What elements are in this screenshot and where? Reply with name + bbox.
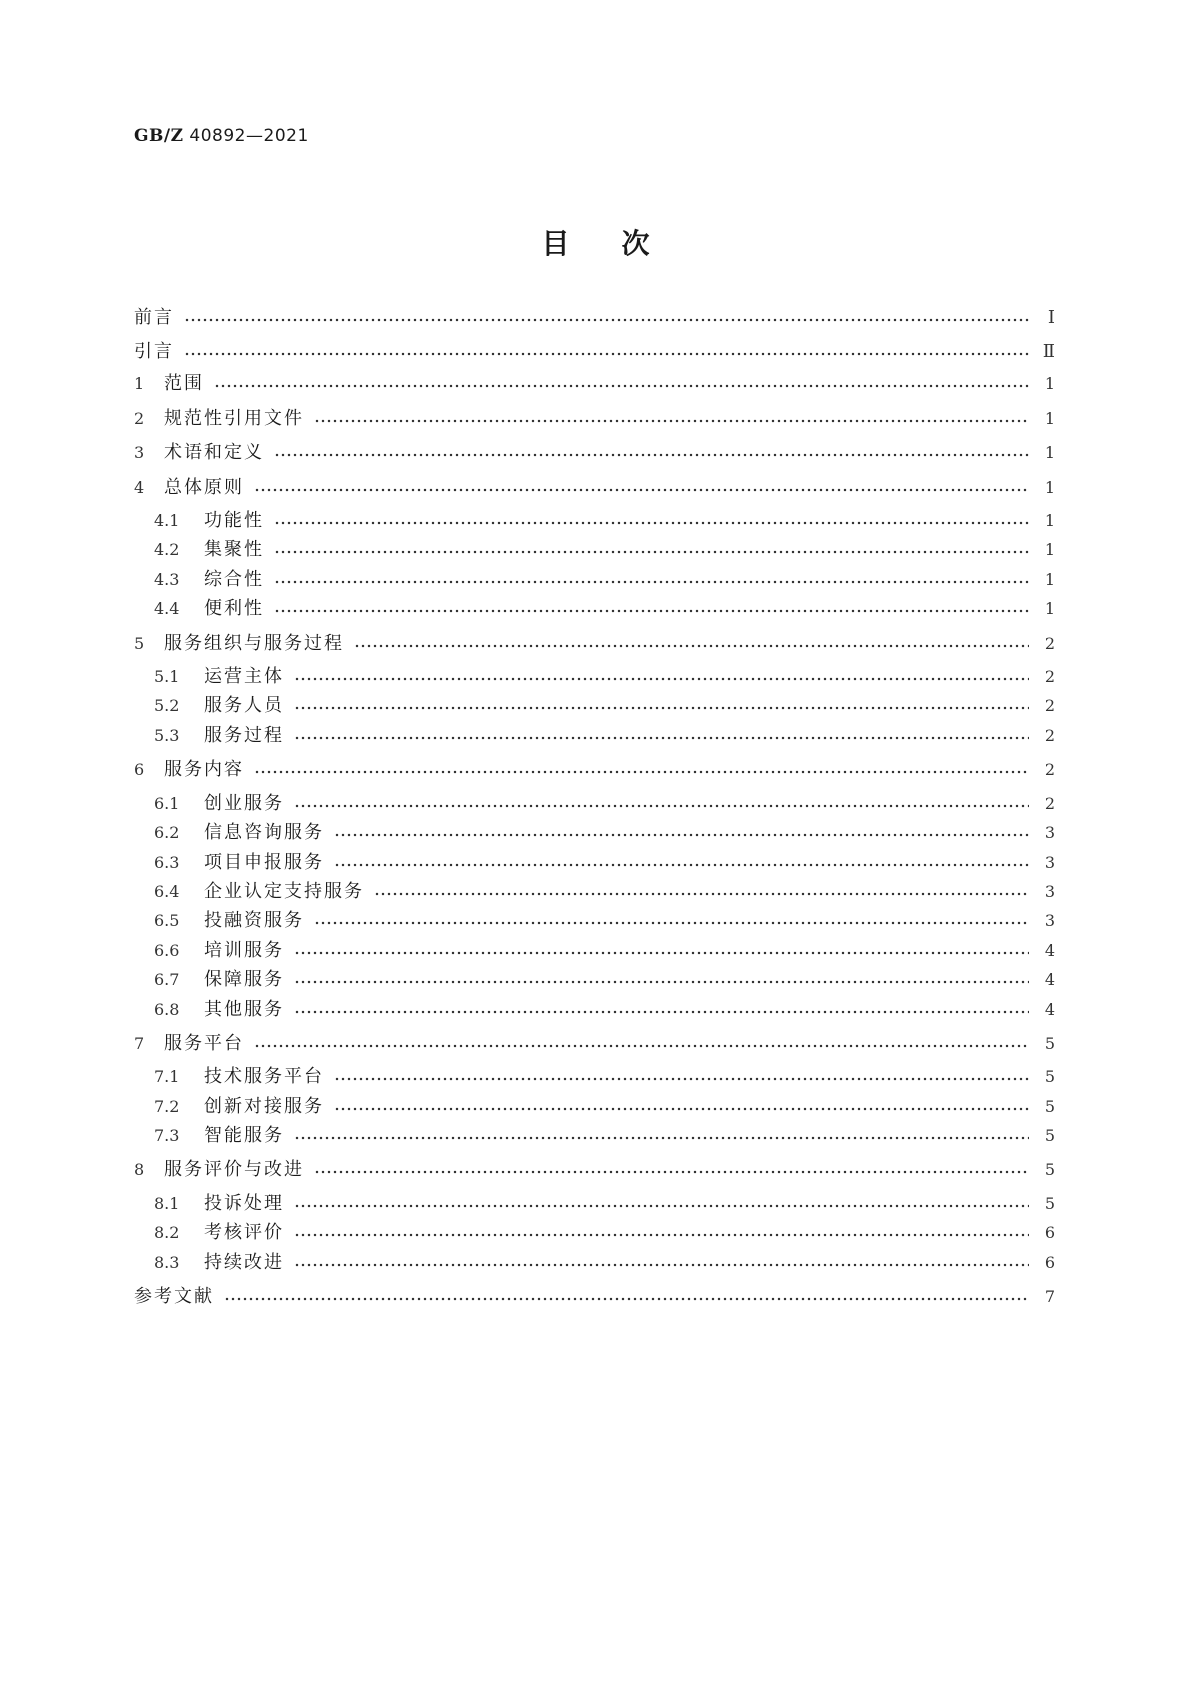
toc-entry-page: 5 — [1044, 1097, 1055, 1116]
toc-entry-page: 1 — [1044, 443, 1055, 462]
toc-entry[interactable] — [134, 597, 1055, 621]
toc-entry-number: 5.2 — [154, 696, 180, 715]
toc-entry-number: 4.4 — [154, 599, 180, 618]
toc-entry-number: 8.2 — [154, 1223, 180, 1242]
toc-entry-page: 3 — [1044, 823, 1055, 842]
toc-entry-number: 6.5 — [154, 911, 180, 930]
toc-entry-label: 服务平台 — [164, 1033, 244, 1054]
toc-entry[interactable] — [134, 821, 1055, 845]
toc-entry-page: 5 — [1044, 1160, 1055, 1179]
toc-entry-page: 3 — [1044, 853, 1055, 872]
toc-entry[interactable] — [134, 694, 1055, 718]
toc-entry-number: 8.3 — [154, 1253, 180, 1272]
toc-entry-label: 总体原则 — [164, 477, 244, 498]
toc-entry-number: 5.1 — [154, 667, 180, 686]
toc-entry-page: 1 — [1044, 570, 1055, 589]
toc-entry-page: 3 — [1044, 911, 1055, 930]
toc-entry[interactable] — [134, 509, 1055, 533]
toc-entry-label: 综合性 — [204, 569, 264, 590]
toc-entry[interactable] — [134, 568, 1055, 592]
toc-entry[interactable] — [134, 306, 1055, 330]
toc-entry-label: 功能性 — [204, 510, 264, 531]
toc-entry-label: 集聚性 — [204, 539, 264, 560]
toc-entry-page: 2 — [1044, 726, 1055, 745]
toc-entry-number: 7.2 — [154, 1097, 180, 1116]
toc-entry-label: 服务人员 — [204, 695, 284, 716]
toc-entry-page: 6 — [1044, 1223, 1055, 1242]
document-code-prefix: GB/Z — [134, 126, 184, 146]
toc-entry-label: 企业认定支持服务 — [204, 881, 364, 902]
toc-leader-dots — [254, 488, 1029, 492]
toc-entry[interactable] — [134, 1285, 1055, 1309]
toc-entry[interactable] — [134, 665, 1055, 689]
toc-entry-page: 3 — [1044, 882, 1055, 901]
toc-entry-label: 持续改进 — [204, 1252, 284, 1273]
toc-entry-page: 1 — [1044, 511, 1055, 530]
toc-entry-page: 4 — [1044, 970, 1055, 989]
document-code-number: 40892—2021 — [189, 126, 309, 146]
toc-entry[interactable] — [134, 340, 1055, 364]
toc-entry-page: 2 — [1044, 696, 1055, 715]
toc-entry[interactable] — [134, 939, 1055, 963]
toc-entry-page: 1 — [1044, 540, 1055, 559]
toc-entry-page: 1 — [1044, 409, 1055, 428]
toc-leader-dots — [254, 1044, 1029, 1048]
toc-entry-label: 术语和定义 — [164, 442, 264, 463]
toc-leader-dots — [294, 677, 1029, 681]
toc-leader-dots — [294, 951, 1029, 955]
toc-leader-dots — [254, 770, 1029, 774]
toc-entry-number: 6.7 — [154, 970, 180, 989]
toc-leader-dots — [274, 521, 1029, 525]
toc-entry[interactable] — [134, 724, 1055, 748]
toc-leader-dots — [294, 1136, 1029, 1140]
toc-entry[interactable] — [134, 1221, 1055, 1245]
toc-entry-label: 规范性引用文件 — [164, 408, 304, 429]
toc-entry-label: 服务内容 — [164, 759, 244, 780]
toc-entry-number: 6.1 — [154, 794, 180, 813]
document-code — [134, 126, 309, 146]
toc-entry-label: 服务组织与服务过程 — [164, 633, 344, 654]
toc-entry-page: 1 — [1044, 599, 1055, 618]
toc-entry-number: 6.3 — [154, 853, 180, 872]
toc-entry-number: 3 — [134, 443, 145, 462]
toc-leader-dots — [184, 352, 1029, 356]
toc-leader-dots — [214, 384, 1029, 388]
toc-entry-label: 创新对接服务 — [204, 1096, 324, 1117]
toc-entry[interactable] — [134, 909, 1055, 933]
toc-entry-label: 便利性 — [204, 598, 264, 619]
toc-entry[interactable] — [134, 1095, 1055, 1119]
toc-leader-dots — [354, 644, 1029, 648]
toc-entry-number: 5 — [134, 634, 145, 653]
toc-leader-dots — [314, 419, 1029, 423]
toc-entry-number: 4.1 — [154, 511, 180, 530]
toc-entry-label: 服务过程 — [204, 725, 284, 746]
toc-leader-dots — [294, 706, 1029, 710]
toc-entry[interactable] — [134, 851, 1055, 875]
toc-leader-dots — [274, 453, 1029, 457]
toc-entry-page: 2 — [1044, 760, 1055, 779]
toc-leader-dots — [334, 1077, 1029, 1081]
toc-leader-dots — [294, 1204, 1029, 1208]
toc-entry[interactable] — [134, 880, 1055, 904]
toc-leader-dots — [224, 1297, 1029, 1301]
toc-entry-page: 5 — [1044, 1126, 1055, 1145]
toc-entry-number: 4 — [134, 478, 145, 497]
toc-leader-dots — [314, 1170, 1029, 1174]
toc-entry-label: 项目申报服务 — [204, 852, 324, 873]
toc-entry-number: 6.2 — [154, 823, 180, 842]
toc-entry[interactable] — [134, 968, 1055, 992]
toc-entry-page: 5 — [1044, 1034, 1055, 1053]
toc-entry-label: 服务评价与改进 — [164, 1159, 304, 1180]
toc-entry-label: 信息咨询服务 — [204, 822, 324, 843]
toc-entry-label: 考核评价 — [204, 1222, 284, 1243]
toc-entry-label: 参考文献 — [134, 1286, 214, 1307]
toc-entry[interactable] — [134, 758, 1055, 782]
toc-entry-number: 8 — [134, 1160, 145, 1179]
toc-entry-page: 2 — [1044, 794, 1055, 813]
toc-entry-label: 培训服务 — [204, 940, 284, 961]
toc-entry-page: 2 — [1044, 634, 1055, 653]
toc-entry-label: 创业服务 — [204, 793, 284, 814]
toc-leader-dots — [274, 580, 1029, 584]
toc-entry-page: 1 — [1044, 478, 1055, 497]
toc-entry[interactable] — [134, 476, 1055, 500]
toc-entry-number: 8.1 — [154, 1194, 180, 1213]
toc-entry-number: 7.1 — [154, 1067, 180, 1086]
toc-entry[interactable] — [134, 538, 1055, 562]
toc-entry-label: 投诉处理 — [204, 1193, 284, 1214]
toc-entry-label: 其他服务 — [204, 999, 284, 1020]
toc-leader-dots — [294, 1263, 1029, 1267]
toc-entry-page: 1 — [1044, 374, 1055, 393]
toc-entry[interactable] — [134, 998, 1055, 1022]
toc-entry-page: 6 — [1044, 1253, 1055, 1272]
toc-entry[interactable] — [134, 632, 1055, 656]
toc-entry-label: 运营主体 — [204, 666, 284, 687]
toc-entry-number: 1 — [134, 374, 145, 393]
toc-leader-dots — [294, 1233, 1029, 1237]
toc-entry-number: 6 — [134, 760, 145, 779]
toc-entry-number: 4.2 — [154, 540, 180, 559]
toc-leader-dots — [314, 921, 1029, 925]
toc-leader-dots — [294, 1010, 1029, 1014]
toc-entry[interactable] — [134, 1251, 1055, 1275]
toc-entry-number: 5.3 — [154, 726, 180, 745]
page-title-char-1: 目 — [541, 227, 570, 260]
toc-leader-dots — [184, 318, 1029, 322]
toc-entry-number: 6.4 — [154, 882, 180, 901]
toc-entry-page: 5 — [1044, 1067, 1055, 1086]
toc-entry-page: 4 — [1044, 1000, 1055, 1019]
toc-leader-dots — [374, 892, 1029, 896]
toc-leader-dots — [274, 550, 1029, 554]
toc-entry-number: 6.6 — [154, 941, 180, 960]
toc-entry[interactable] — [134, 1158, 1055, 1182]
toc-entry[interactable] — [134, 1065, 1055, 1089]
toc-entry[interactable] — [134, 407, 1055, 431]
toc-entry-page: Ⅰ — [1047, 307, 1055, 328]
toc-entry-label: 保障服务 — [204, 969, 284, 990]
toc-entry-number: 2 — [134, 409, 145, 428]
toc-entry[interactable] — [134, 372, 1055, 396]
toc-entry-number: 6.8 — [154, 1000, 180, 1019]
toc-entry-page: Ⅱ — [1042, 341, 1055, 362]
toc-leader-dots — [294, 804, 1029, 808]
toc-entry-label: 前言 — [134, 307, 174, 328]
toc-entry[interactable] — [134, 1124, 1055, 1148]
toc-leader-dots — [334, 863, 1029, 867]
toc-entry-label: 投融资服务 — [204, 910, 304, 931]
toc-leader-dots — [294, 980, 1029, 984]
toc-entry-page: 4 — [1044, 941, 1055, 960]
toc-entry[interactable] — [134, 792, 1055, 816]
toc-entry-page: 7 — [1044, 1287, 1055, 1306]
toc-entry-label: 引言 — [134, 341, 174, 362]
toc-entry-number: 4.3 — [154, 570, 180, 589]
toc-leader-dots — [334, 1107, 1029, 1111]
toc-leader-dots — [274, 609, 1029, 613]
toc-entry-page: 2 — [1044, 667, 1055, 686]
page-title — [0, 222, 1191, 262]
toc-entry-number: 7.3 — [154, 1126, 180, 1145]
toc-leader-dots — [334, 833, 1029, 837]
toc-entry-page: 5 — [1044, 1194, 1055, 1213]
toc-entry-label: 范围 — [164, 373, 204, 394]
toc-entry[interactable] — [134, 1032, 1055, 1056]
toc-entry[interactable] — [134, 1192, 1055, 1216]
toc-entry-label: 智能服务 — [204, 1125, 284, 1146]
toc-leader-dots — [294, 736, 1029, 740]
toc-entry-number: 7 — [134, 1034, 145, 1053]
toc-entry[interactable] — [134, 441, 1055, 465]
toc-entry-label: 技术服务平台 — [204, 1066, 324, 1087]
page-title-char-2: 次 — [621, 227, 650, 260]
